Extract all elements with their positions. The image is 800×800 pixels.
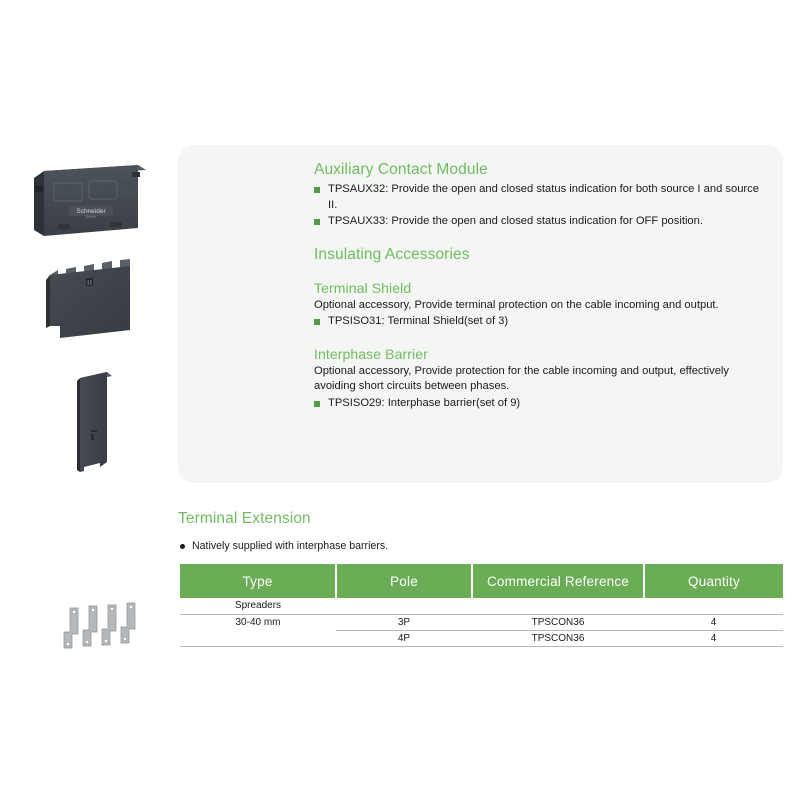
heading-insulating-accessories: Insulating Accessories — [314, 245, 470, 263]
column-header-commercial-reference: Commercial Reference — [472, 564, 644, 598]
cell-reference: TPSCON36 — [472, 614, 644, 630]
heading-auxiliary-contact-module: Auxiliary Contact Module — [314, 161, 488, 178]
heading-terminal-shield: Terminal Shield — [314, 279, 412, 296]
interphase-barrier-photo — [62, 368, 132, 480]
cell-empty-reference — [472, 598, 644, 614]
list-item — [314, 182, 765, 213]
terminal-shield-photo — [36, 258, 144, 348]
cell-type — [180, 630, 336, 646]
note-list-terminal-extension — [178, 539, 784, 553]
bullet-list-terminal-shield — [314, 314, 765, 330]
square-bullet-icon — [314, 319, 320, 325]
accessories-info-panel — [178, 145, 783, 483]
product-gallery — [0, 0, 175, 800]
table-row-group-label — [180, 598, 783, 614]
spreaders-photo — [58, 598, 150, 660]
list-item-text: Natively supplied with interphase barriers. — [192, 540, 389, 552]
column-header-pole: Pole — [336, 564, 472, 598]
dot-bullet-icon — [180, 544, 185, 549]
heading-terminal-extension: Terminal Extension — [178, 510, 311, 527]
list-item-text: TPSISO29: Interphase barrier(set of 9) — [328, 396, 521, 409]
bullet-list-auxiliary-contact-module — [314, 182, 765, 230]
table-header — [180, 564, 783, 598]
table-row — [180, 614, 783, 630]
cell-reference: TPSCON36 — [472, 630, 644, 646]
column-header-type: Type — [180, 564, 336, 598]
table-row — [180, 630, 783, 646]
list-item — [314, 314, 765, 330]
list-item-text: TPSAUX33: Provide the open and closed status indication for OFF position. — [328, 215, 703, 227]
list-item-text: TPSISO31: Terminal Shield(set of 3) — [328, 315, 509, 327]
square-bullet-icon — [314, 187, 320, 193]
list-item — [314, 396, 765, 412]
terminal-extension-section — [178, 508, 784, 553]
auxiliary-contact-module-photo — [28, 162, 148, 248]
cell-type: 30-40 mm — [235, 616, 281, 628]
heading-interphase-barrier: Interphase Barrier — [314, 345, 428, 362]
table-body — [180, 598, 783, 646]
cell-empty-pole — [336, 598, 472, 614]
list-item — [178, 539, 784, 553]
square-bullet-icon — [314, 401, 320, 407]
square-bullet-icon — [314, 219, 320, 225]
cell-pole: 3P — [336, 614, 472, 630]
cell-empty-quantity — [644, 598, 783, 614]
cell-quantity: 4 — [644, 614, 783, 630]
description-terminal-shield: Optional accessory, Provide terminal protection on the cable incoming and output. — [314, 298, 719, 311]
table-header-row — [180, 564, 783, 598]
list-item — [314, 214, 765, 230]
cell-quantity: 4 — [644, 630, 783, 646]
description-interphase-barrier: Optional accessory, Provide protection for the cable incoming and output, effectively avoiding short circuits between phases. — [314, 364, 729, 392]
cell-group-label: Spreaders — [180, 598, 336, 614]
svg-text:Electric: Electric — [86, 214, 96, 219]
terminal-extension-table — [180, 564, 783, 647]
bullet-list-interphase-barrier — [314, 396, 765, 412]
column-header-quantity: Quantity — [644, 564, 783, 598]
list-item-text: TPSAUX32: Provide the open and closed status indication for both source I and source II. — [328, 183, 759, 211]
cell-pole: 4P — [336, 630, 472, 646]
svg-text:Schneider: Schneider — [76, 208, 106, 215]
